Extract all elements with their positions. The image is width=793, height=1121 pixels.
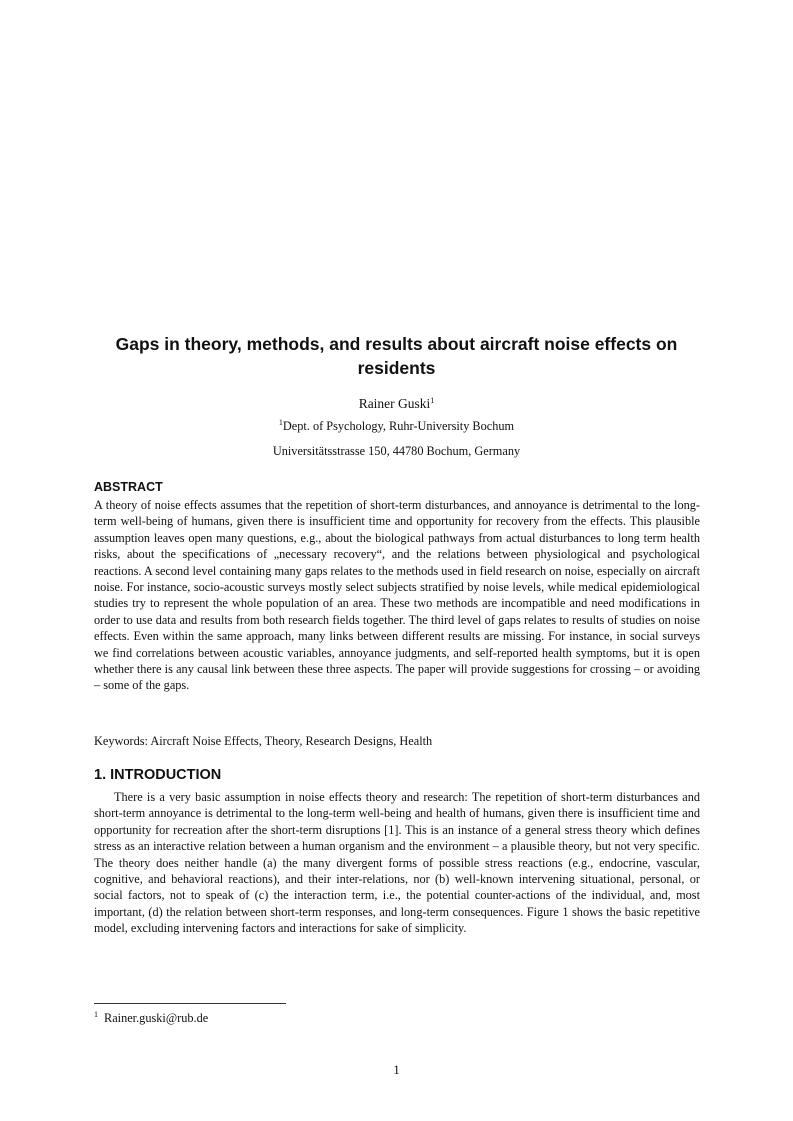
introduction-text: There is a very basic assumption in noise effects theory and research: The repetition of short-term disturbances and short-term annoyance is detrimental to the long-term well-being and health of humans, given there is insufficient time and opportunity for recreation after the short-term disruptions [1]. This is an instance of a general stress theory which defines stress as an interactive relation between a human organism and the environment – a plausible theory, but not very specific. The theory does neither handle (a) the many divergent forms of possible stress reactions (e.g., endocrine, vascular, cognitive, and behavioral reactions), and their inter-relations, nor (b) well-known intervening situational, personal, or social factors, not to speak of (c) the interaction term, i.e., the potential counter-actions of the individual, and, most important, (d) the relation between short-term responses, and long-term consequences. Figure 1 shows the basic repetitive model, excluding intervening factors and interactions for sake of simplicity. xyxy=(94,790,700,936)
footnote xyxy=(94,1011,208,1026)
footnote-marker: 1 xyxy=(94,1010,98,1019)
footnote-email: Rainer.guski@rub.de xyxy=(104,1011,209,1025)
page-number: 1 xyxy=(393,1062,400,1077)
author-name: Rainer Guski xyxy=(358,396,431,411)
affiliation-line-2: Universitätsstrasse 150, 44780 Bochum, Germany xyxy=(272,444,521,458)
footnote-divider xyxy=(94,1003,286,1004)
affiliation-marker: 1 xyxy=(278,418,283,427)
affiliation-department: Dept. of Psychology, Ruhr-University Bochum xyxy=(282,419,515,433)
author-line xyxy=(0,396,793,412)
abstract-text: A theory of noise effects assumes that the repetition of short-term disturbances, and annoyance is detrimental to the long-term well-being of humans, given there is insufficient time and opportunity for recovery from the effects. This plausible assumption leaves open many questions, e.g., about the biological pathways from actual disturbances to long term health risks, about the specifications of „necessary recovery“, and the relations between physiological and psychological reactions. A second level containing many gaps relates to the methods used in field research on noise, especially on aircraft noise. For instance, socio-acoustic surveys mostly select subjects stratified by noise levels, while medical epidemiological studies try to represent the whole population of an area. These two methods are incompatible and need modifications in order to use data and results from both research fields together. The third level of gaps relates to results of studies on noise effects. Even within the same approach, many links between different results are missing. For instance, in social surveys we find correlations between acoustic variables, annoyance judgments, and self-reported health symptoms, but it is open whether there is any causal link between these three aspects. The paper will provide suggestions for crossing – or avoiding – some of the gaps. xyxy=(94,498,700,693)
paper-title: Gaps in theory, methods, and results about aircraft noise effects on residents xyxy=(115,334,678,378)
affiliation-line-1 xyxy=(0,419,793,434)
author-affiliation-marker: 1 xyxy=(430,396,435,405)
introduction-heading: 1. INTRODUCTION xyxy=(94,767,222,783)
abstract-heading: ABSTRACT xyxy=(94,480,163,494)
keywords: Keywords: Aircraft Noise Effects, Theory, Research Designs, Health xyxy=(94,734,433,748)
